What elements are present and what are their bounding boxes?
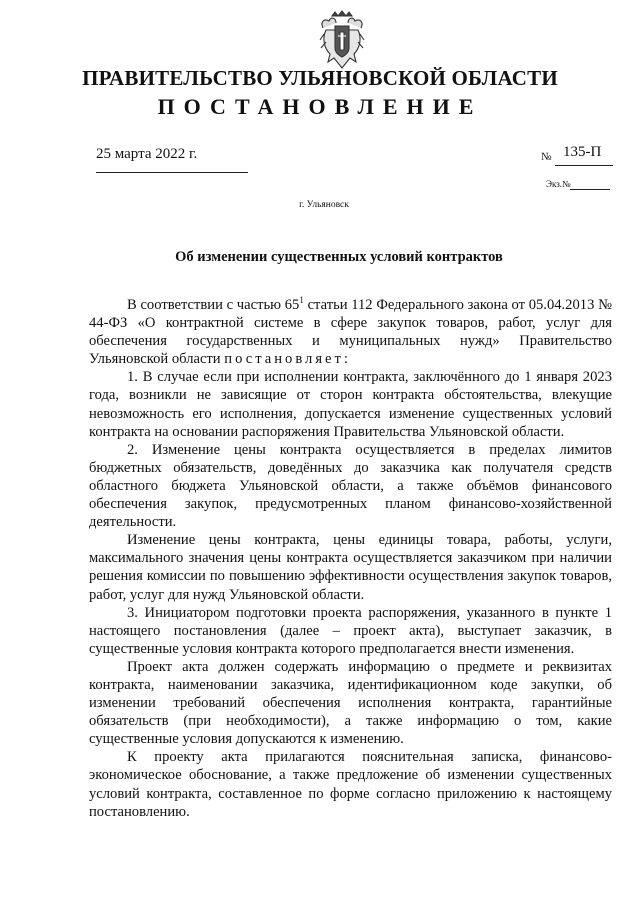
government-title: ПРАВИТЕЛЬСТВО УЛЬЯНОВСКОЙ ОБЛАСТИ — [82, 66, 558, 90]
paragraph-preamble — [89, 296, 612, 368]
number-underline — [555, 165, 613, 166]
preamble-colon: : — [343, 351, 348, 368]
document-date: 25 марта 2022 г. — [96, 146, 198, 162]
document-body — [89, 296, 612, 821]
document-type: ПОСТАНОВЛЕНИЕ — [157, 94, 483, 119]
copy-number-label: Экз.№ — [546, 179, 571, 189]
coat-of-arms-emblem — [318, 10, 366, 72]
document-number: 135-П — [563, 144, 602, 160]
paragraph-draft-contents: Проект акта должен содержать информацию о предмете и реквизитах контракта, наименовании заказчика, идентификационном коде закупки, об изменении требований обеспечения исполнения контракта, гарантийные обязательств (при необходимости), а также информацию о том, какие существенные условия допускаются к изменению. — [89, 658, 612, 748]
paragraph-item-3: 3. Инициатором подготовки проекта распоряжения, указанного в пункте 1 настоящего постановления (далее – проект акта), выступает заказчик, в существенные условия контракта которого предполагается внести изменения. — [89, 604, 612, 657]
paragraph-item-2: 2. Изменение цены контракта осуществляется в пределах лимитов бюджетных обязательств, доведённых до заказчика как получателя средств областного бюджета Ульяновской области, а также объёмов финансового обеспечения закупок, предусмотренных планом финансово-хозяйственной деятельности. — [89, 441, 612, 531]
resolves-word: постановляет — [224, 351, 344, 368]
paragraph-price-change: Изменение цены контракта, цены единицы товара, работы, услуги, максимального значения цены контракта осуществляется заказчиком при наличии решения комиссии по повышению эффективности осуществления закупок товаров, работ, услуг для нужд Ульяновской области. — [89, 532, 612, 603]
preamble-text-middle: статьи 112 Федерального закона от 05.04.2013 № 44-ФЗ «О контрактной системе в сфере закупок товаров, работ, услуг для обеспечения государственных и муниципальных нужд» Правительство Ульяновской области — [89, 297, 613, 368]
city-name: г. Ульяновск — [299, 200, 349, 210]
paragraph-item-1: 1. В случае если при исполнении контракта, заключённого до 1 января 2023 года, возникли не зависящие от сторон контракта обстоятельства, влекущие невозможность его исполнения, допускается изменение существенных условий контракта на основании распоряжения Правительства Ульяновской области. — [89, 369, 612, 440]
copy-number-underline — [570, 189, 610, 190]
number-prefix: № — [541, 151, 552, 163]
superscript-one: 1 — [299, 295, 304, 306]
preamble-text-start: В соответствии с частью 65 — [127, 297, 300, 313]
paragraph-attachments: К проекту акта прилагаются пояснительная записка, финансово-экономическое обоснование, а также предложение об изменении существенных условий контракта, составленное по форме согласно приложению к настоящему постановлению. — [89, 749, 612, 820]
document-subject: Об изменении существенных условий контрактов — [175, 249, 503, 265]
date-underline — [96, 172, 248, 173]
